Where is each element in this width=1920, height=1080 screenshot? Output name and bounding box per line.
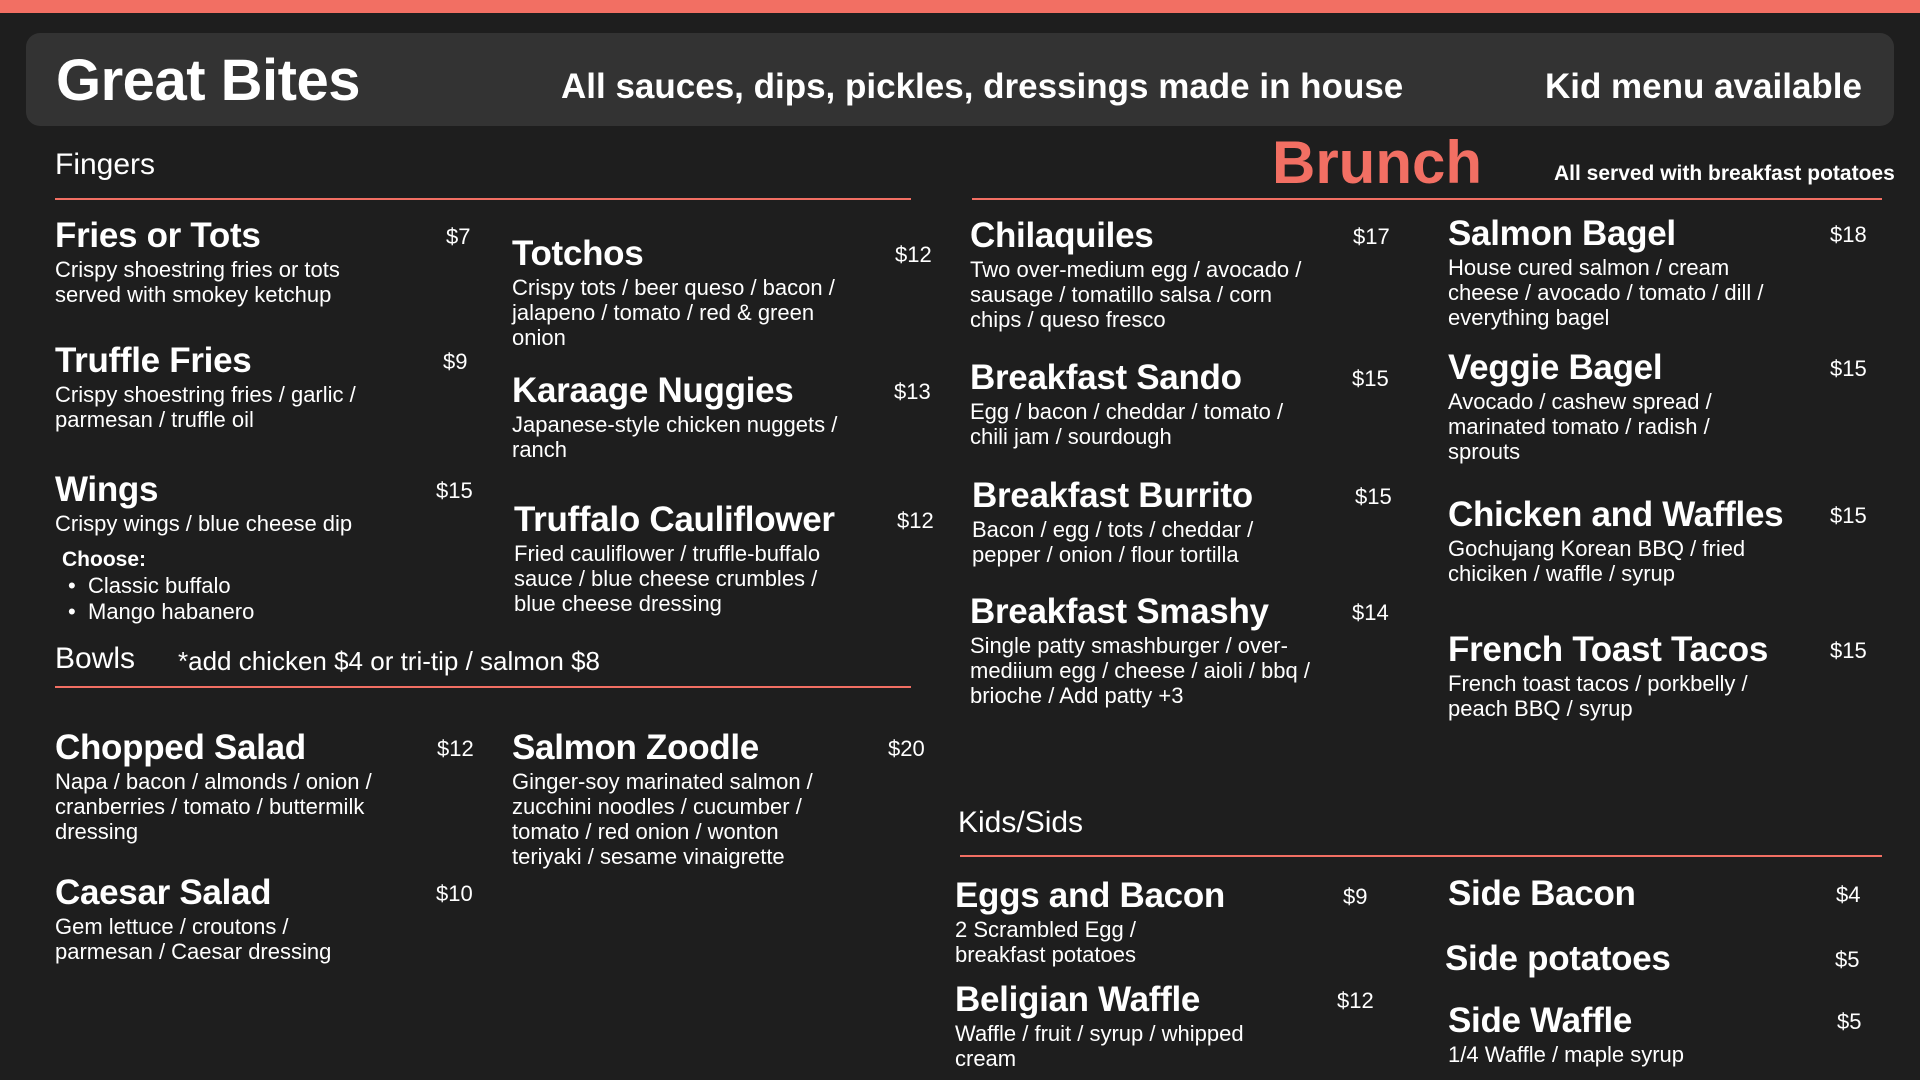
item-desc: Ginger-soy marinated salmon / zucchini noodles / cucumber / tomato / red onion / wonton teriyaki / sesame vinaigrette	[512, 769, 813, 869]
item-price: $15	[1352, 366, 1389, 391]
item-name: Fries or Tots	[55, 216, 261, 255]
menu-item	[512, 728, 872, 869]
section-title-kids: Kids/Sids	[958, 806, 1084, 839]
menu-item	[955, 876, 1335, 967]
section-divider	[960, 855, 1882, 857]
choice-option: • Mango habanero	[68, 599, 254, 625]
item-price: $10	[436, 881, 473, 906]
item-name: Side Bacon	[1448, 874, 1636, 913]
item-price: $12	[897, 508, 934, 533]
item-price: $15	[1830, 356, 1867, 381]
wing-sauce-choices	[62, 547, 254, 625]
menu-item	[55, 470, 475, 536]
item-name: Side potatoes	[1445, 939, 1671, 978]
menu-item	[970, 216, 1330, 332]
add-protein-note: *add chicken $4 or tri-tip / salmon $8	[178, 646, 600, 676]
section-title-bowls: Bowls	[55, 642, 136, 675]
item-name: French Toast Tacos	[1448, 630, 1769, 669]
header-banner	[26, 33, 1894, 126]
item-desc: Crispy shoestring fries / garlic / parmesan / truffle oil	[55, 382, 356, 432]
section-title-fingers: Fingers	[55, 148, 156, 181]
item-desc: Avocado / cashew spread / marinated tomato / radish / sprouts	[1448, 389, 1712, 464]
item-price: $9	[1343, 884, 1368, 909]
kid-menu-note: Kid menu available	[1544, 67, 1862, 106]
item-name: Salmon Bagel	[1448, 214, 1676, 253]
item-desc: Two over-medium egg / avocado / sausage / tomatillo salsa / corn chips / queso fresco	[970, 257, 1302, 332]
item-desc: Crispy shoestring fries or tots served with smokey ketchup	[55, 257, 340, 307]
item-name: Breakfast Sando	[970, 358, 1242, 397]
section-title-brunch: Brunch	[1272, 129, 1482, 196]
item-name: Chilaquiles	[970, 216, 1154, 255]
item-name: Truffle Fries	[55, 341, 252, 380]
item-price: $14	[1352, 600, 1389, 625]
item-name: Breakfast Smashy	[970, 592, 1269, 631]
item-desc: Egg / bacon / cheddar / tomato / chili jam / sourdough	[970, 399, 1284, 449]
item-price: $20	[888, 736, 925, 761]
item-name: Breakfast Burrito	[972, 476, 1253, 515]
menu-item	[512, 234, 872, 350]
item-desc: Gem lettuce / croutons / parmesan / Caesar dressing	[55, 914, 332, 964]
item-name: Karaage Nuggies	[512, 371, 794, 410]
item-desc: Bacon / egg / tots / cheddar / pepper / onion / flour tortilla	[972, 517, 1254, 567]
item-desc: Fried cauliflower / truffle-buffalo sauce / blue cheese crumbles / blue cheese dressing	[514, 541, 821, 616]
item-price: $17	[1353, 224, 1390, 249]
item-desc: Napa / bacon / almonds / onion / cranberries / tomato / buttermilk dressing	[55, 769, 372, 844]
item-name: Chicken and Waffles	[1448, 495, 1784, 534]
item-desc: House cured salmon / cream cheese / avocado / tomato / dill / everything bagel	[1448, 255, 1764, 330]
item-price: $15	[1830, 638, 1867, 663]
item-desc: Crispy tots / beer queso / bacon / jalapeno / tomato / red & green onion	[512, 275, 835, 350]
item-price: $5	[1837, 1009, 1862, 1034]
item-price: $13	[894, 379, 931, 404]
menu-item	[970, 592, 1330, 708]
item-name: Truffalo Cauliflower	[514, 500, 835, 539]
menu-item	[55, 728, 475, 844]
menu-item	[1448, 214, 1808, 330]
item-desc: Gochujang Korean BBQ / fried chiciken / waffle / syrup	[1448, 536, 1746, 586]
accent-bar	[0, 0, 1920, 13]
item-price: $12	[1337, 988, 1374, 1013]
item-price: $15	[436, 478, 473, 503]
item-name: Caesar Salad	[55, 873, 272, 912]
item-price: $4	[1836, 882, 1861, 907]
item-name: Wings	[55, 470, 159, 509]
menu-item	[514, 500, 874, 616]
item-desc: 2 Scrambled Egg / breakfast potatoes	[955, 917, 1137, 967]
brunch-note: All served with breakfast potatoes	[1554, 162, 1895, 185]
brand-title: Great Bites	[56, 48, 360, 113]
item-name: Side Waffle	[1448, 1001, 1633, 1040]
item-name: Veggie Bagel	[1448, 348, 1663, 387]
item-price: $15	[1355, 484, 1392, 509]
item-name: Eggs and Bacon	[955, 876, 1226, 915]
item-name: Totchos	[512, 234, 644, 273]
item-name: Chopped Salad	[55, 728, 306, 767]
menu-item	[972, 476, 1332, 567]
menu-item	[55, 341, 475, 432]
menu-item	[1448, 630, 1828, 721]
menu-item	[1448, 348, 1808, 464]
menu-item	[1448, 1001, 1828, 1067]
menu-item	[1448, 495, 1828, 586]
item-price: $18	[1830, 222, 1867, 247]
item-desc: Waffle / fruit / syrup / whipped cream	[955, 1021, 1244, 1071]
menu-item	[955, 980, 1335, 1071]
item-price: $7	[446, 224, 471, 249]
section-divider	[55, 686, 911, 688]
menu-item	[1445, 939, 1825, 979]
menu-item	[55, 216, 475, 307]
menu-item	[1448, 874, 1828, 914]
menu-item	[512, 371, 872, 462]
choose-label: Choose:	[62, 548, 146, 571]
section-divider	[972, 198, 1882, 200]
choice-option: • Classic buffalo	[68, 573, 254, 599]
house-made-tagline: All sauces, dips, pickles, dressings made in house	[561, 67, 1404, 106]
item-desc: French toast tacos / porkbelly / peach BBQ / syrup	[1448, 671, 1748, 721]
menu-item	[55, 873, 475, 964]
item-desc: 1/4 Waffle / maple syrup	[1448, 1042, 1684, 1067]
item-name: Salmon Zoodle	[512, 728, 759, 767]
menu-item	[970, 358, 1330, 449]
item-desc: Japanese-style chicken nuggets / ranch	[512, 412, 838, 462]
item-desc: Single patty smashburger / over-mediium egg / cheese / aioli / bbq / brioche / Add patty +3	[970, 633, 1310, 708]
section-divider	[55, 198, 911, 200]
item-price: $12	[895, 242, 932, 267]
item-price: $12	[437, 736, 474, 761]
item-price: $15	[1830, 503, 1867, 528]
item-desc: Crispy wings / blue cheese dip	[55, 511, 353, 536]
item-name: Beligian Waffle	[955, 980, 1201, 1019]
item-price: $5	[1835, 947, 1860, 972]
item-price: $9	[443, 349, 468, 374]
